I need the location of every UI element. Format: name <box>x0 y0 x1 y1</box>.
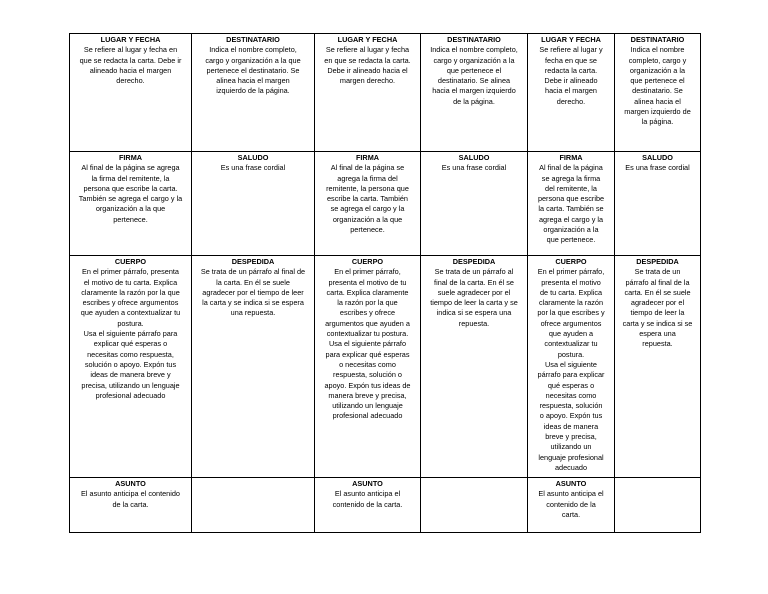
cell-description: En el primer párrafo, presenta el motivo de tu carta. Explica claramente la razón por la que escribes y ofrece argumentos que ayuden a contextualizar tu postura. Usa el siguiente párrafo para explicar qué esperas o necesitas como respuesta, solución o apoyo. Expón tus ideas de manera breve y precisa, utilizando un lenguaje profesional adecuado <box>537 267 605 472</box>
table-cell <box>70 34 192 152</box>
cell-title: FIRMA <box>355 153 380 162</box>
cell-description: Es una frase cordial <box>625 163 690 173</box>
cell-title: LUGAR Y FECHA <box>337 35 398 44</box>
table-cell <box>421 152 528 256</box>
table-cell <box>615 34 701 152</box>
cell-description: Se refiere al lugar y fecha en que se redacta la carta. Debe ir alineado hacia el margen derecho. <box>324 45 411 86</box>
table-cell <box>70 256 192 478</box>
cell-description: En el primer párrafo, presenta el motivo de tu carta. Explica claramente la razón por la que escribes y ofrece argumentos que ayuden a contextualizar tu postura. Usa el siguiente párrafo para explicar qué esperas o necesitas como respuesta, solución o apoyo. Expón tus ideas de manera breve y precisa, utilizando un lenguaje profesional adecuado <box>324 267 411 421</box>
cell-title: ASUNTO <box>115 479 146 488</box>
cell-title: DESTINATARIO <box>226 35 280 44</box>
cell-description: Al final de la página se agrega la firma del remitente, la persona que escribe la carta. También se agrega el cargo y la organización a la que pertenece. <box>78 163 183 224</box>
cell-description: El asunto anticipa el contenido de la carta. <box>538 489 604 519</box>
table-row <box>70 256 701 478</box>
table-cell <box>70 478 192 533</box>
table-cell <box>192 34 315 152</box>
table-cell <box>421 34 528 152</box>
cell-description: Se trata de un párrafo al final de la carta. En él se suele agradecer por el tiempo de leer la carta y se indica si se espera una repuesta. <box>622 267 693 349</box>
cell-description: Indica el nombre completo, cargo y organización a la que pertenece el destinatario. Se alinea hacia el margen izquierdo de la página. <box>205 45 301 96</box>
table-cell <box>315 478 421 533</box>
cell-description: Indica el nombre completo, cargo y organización a la que pertenece el destinatario. Se alinea hacia el margen izquierdo de la página. <box>430 45 518 106</box>
cell-description: El asunto anticipa el contenido de la carta. <box>332 489 403 509</box>
table-row <box>70 34 701 152</box>
cell-description: Se trata de un párrafo al final de la carta. En él se suele agradecer por el tiempo de leer la carta y se indica si se espera una repuesta. <box>200 267 306 318</box>
cell-title: ASUNTO <box>555 479 587 488</box>
cell-description: Es una frase cordial <box>220 163 286 173</box>
cell-title: SALUDO <box>642 153 673 162</box>
cell-description: Indica el nombre completo, cargo y organización a la que pertenece el destinatario. Se alinea hacia el margen izquierdo de la página. <box>624 45 691 127</box>
cell-title: DESTINATARIO <box>447 35 501 44</box>
cell-title: DESTINATARIO <box>630 35 685 44</box>
cell-title: CUERPO <box>114 257 147 266</box>
cell-title: LUGAR Y FECHA <box>541 35 601 44</box>
table-row <box>70 152 701 256</box>
table-cell <box>615 256 701 478</box>
table-cell <box>70 152 192 256</box>
cell-title: CUERPO <box>351 257 384 266</box>
cell-description: Es una frase cordial <box>441 163 507 173</box>
table-cell <box>421 478 528 533</box>
cell-title: DESPEDIDA <box>452 257 496 266</box>
table-cell <box>528 34 615 152</box>
table-cell <box>421 256 528 478</box>
table-cell <box>192 256 315 478</box>
table-row <box>70 478 701 533</box>
cell-title: LUGAR Y FECHA <box>100 35 161 44</box>
table-cell <box>315 256 421 478</box>
cell-title: FIRMA <box>118 153 143 162</box>
table-cell <box>315 152 421 256</box>
table-cell <box>315 34 421 152</box>
letter-parts-table <box>69 33 701 533</box>
table-cell <box>192 478 315 533</box>
cell-description: En el primer párrafo, presenta el motivo de tu carta. Explica claramente la razón por la que escribes y ofrece argumentos que ayuden a contextualizar tu postura. Usa el siguiente párrafo para explicar qué esperas o necesitas como respuesta, solución o apoyo. Expón tus ideas de manera breve y precisa, utilizando un lenguaje profesional adecuado <box>80 267 181 400</box>
table-cell <box>615 152 701 256</box>
cell-title: CUERPO <box>555 257 587 266</box>
cell-description: Al final de la página se agrega la firma del remitente, la persona que escribe la carta. También se agrega el cargo y la organización a la que pertenece. <box>537 163 605 245</box>
table-cell <box>528 256 615 478</box>
cell-description: El asunto anticipa el contenido de la carta. <box>81 489 180 509</box>
cell-title: DESPEDIDA <box>231 257 275 266</box>
cell-description: Se trata de un párrafo al final de la carta. En él se suele agradecer por el tiempo de leer la carta y se indica si se espera una repuesta. <box>430 267 518 328</box>
cell-title: FIRMA <box>559 153 583 162</box>
cell-description: Al final de la página se agrega la firma del remitente, la persona que escribe la carta. También se agrega el cargo y la organización a la que pertenece. <box>326 163 409 235</box>
cell-title: SALUDO <box>237 153 269 162</box>
table-cell <box>528 152 615 256</box>
table-cell <box>615 478 701 533</box>
cell-title: ASUNTO <box>352 479 383 488</box>
cell-title: DESPEDIDA <box>636 257 679 266</box>
cell-description: Se refiere al lugar y fecha en que se redacta la carta. Debe ir alineado hacia el margen derecho. <box>79 45 182 86</box>
table-cell <box>192 152 315 256</box>
cell-title: SALUDO <box>458 153 490 162</box>
table-cell <box>528 478 615 533</box>
cell-description: Se refiere al lugar y fecha en que se redacta la carta. Debe ir alineado hacia el margen derecho. <box>539 45 603 106</box>
